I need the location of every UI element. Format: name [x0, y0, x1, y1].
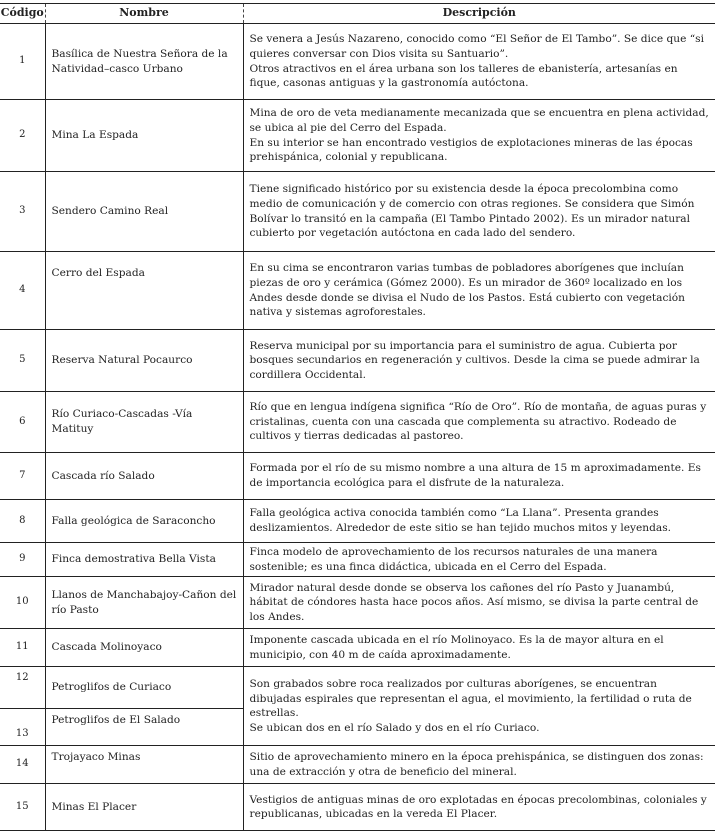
row-name: Cerro del Espada: [45, 252, 243, 330]
description-paragraph: En su interior se han encontrado vestigios de explotaciones mineras de las épocas prehispánica, colonial y republicana.: [249, 136, 693, 164]
description-paragraph: Sitio de aprovechamiento minero en la época prehispánica, se distinguen dos zonas: una de extracción y otra de beneficio del mineral.: [249, 751, 704, 778]
table-row: [0, 392, 715, 453]
row-name: Trojayaco Minas: [45, 746, 243, 784]
row-name: Petroglifos de Curiaco: [45, 667, 243, 709]
table-row: [0, 330, 715, 392]
row-code: 4: [0, 252, 45, 330]
row-description: [243, 252, 715, 330]
table-row: [0, 629, 715, 667]
row-code: 3: [0, 172, 45, 252]
description-paragraph: Falla geológica activa conocida también como “La Llana”. Presenta grandes deslizamientos. Alrededor de este sitio se han tejido muchos mitos y leyendas.: [249, 507, 672, 534]
row-code: 10: [0, 577, 45, 629]
row-description: [243, 784, 715, 831]
description-paragraph: Formada por el río de su mismo nombre a una altura de 15 m aproximadamente. Es de importancia ecológica para el disfrute de la naturaleza.: [249, 462, 701, 489]
row-code: 11: [0, 629, 45, 667]
row-code: 13: [0, 709, 45, 746]
description-paragraph: Reserva municipal por su importancia para el suministro de agua. Cubierta por bosques secundarios en regeneración y cultivos. Desde la cima se puede admirar la cordillera Occidental.: [249, 339, 700, 381]
row-code: 6: [0, 392, 45, 453]
row-description: [243, 577, 715, 629]
table-row: [0, 252, 715, 330]
row-description: [243, 330, 715, 392]
row-name: Cascada río Salado: [45, 453, 243, 500]
row-name: Mina La Espada: [45, 100, 243, 172]
row-description: [243, 629, 715, 667]
row-description: [243, 392, 715, 453]
description-paragraph: Otros atractivos en el área urbana son los talleres de ebanistería, artesanías en fique, casonas antiguas y la gastronomía autóctona.: [249, 62, 678, 90]
header-name: Nombre: [45, 4, 243, 24]
row-name: Llanos de Manchabajoy-Cañon del río Pasto: [45, 577, 243, 629]
table-row: [0, 577, 715, 629]
description-paragraph: Río que en lengua indígena significa “Río de Oro”. Río de montaña, de aguas puras y cristalinas, cuenta con una cascada que complementa su atractivo. Rodeado de cultivos y tierras dedicadas al pastoreo.: [249, 401, 707, 443]
row-code: 9: [0, 543, 45, 577]
description-paragraph: Finca modelo de aprovechamiento de los recursos naturales de una manera sostenible; es una finca didáctica, ubicada en el Cerro del Espada.: [249, 546, 658, 573]
table-row: [0, 746, 715, 784]
description-paragraph: Mina de oro de veta medianamente mecanizada que se encuentra en plena actividad, se ubica al pie del Cerro del Espada.: [249, 107, 709, 134]
header-description: Descripción: [243, 4, 715, 24]
row-code: 15: [0, 784, 45, 831]
row-description: [243, 453, 715, 500]
description-paragraph: Vestigios de antiguas minas de oro explotadas en épocas precolombinas, coloniales y republicanas, ubicadas en la vereda El Placer.: [249, 793, 707, 821]
row-name: Cascada Molinoyaco: [45, 629, 243, 667]
row-description: [243, 667, 715, 746]
row-name: Minas El Placer: [45, 784, 243, 831]
description-paragraph: Tiene significado histórico por su existencia desde la época precolombina como medio de comunicación y de comercio con otras regiones. Se considera que Simón Bolívar lo transitó en la campaña (El Tambo Pintado 2002). Es un mirador natural cubierto por vegetación autóctona en cada lado del sendero.: [249, 183, 695, 240]
row-description: [243, 746, 715, 784]
description-paragraph: En su cima se encontraron varias tumbas de pobladores aborígenes que incluían piezas de oro y cerámica (Gómez 2000). Es un mirador de 360º localizado en los Andes desde donde se divisa el Nudo de los Pastos. Está cubierto con vegetación nativa y sistemas agroforestales.: [249, 262, 685, 319]
table-row: [0, 543, 715, 577]
row-code: 1: [0, 24, 45, 100]
row-name: Reserva Natural Pocaurco: [45, 330, 243, 392]
table-row: [0, 172, 715, 252]
row-name: Falla geológica de Saraconcho: [45, 500, 243, 543]
description-paragraph: Imponente cascada ubicada en el río Molinoyaco. Es la de mayor altura en el municipio, con 40 m de caída aproximadamente.: [249, 634, 664, 661]
row-description: [243, 543, 715, 577]
row-name: Basílica de Nuestra Señora de la Natividad–casco Urbano: [45, 24, 243, 100]
table-row: [0, 24, 715, 100]
description-paragraph: Son grabados sobre roca realizados por culturas aborígenes, se encuentran dibujadas espirales que representan el agua, el movimiento, la fertilidad o ruta de estrellas.: [249, 678, 692, 720]
header-row: [0, 4, 715, 24]
table-row: [0, 453, 715, 500]
row-description: [243, 172, 715, 252]
row-description: [243, 500, 715, 543]
row-code: 7: [0, 453, 45, 500]
row-description: [243, 100, 715, 172]
table-row: [0, 500, 715, 543]
row-name: Sendero Camino Real: [45, 172, 243, 252]
row-name: Petroglifos de El Salado: [45, 709, 243, 746]
description-paragraph: Se ubican dos en el río Salado y dos en el río Curiaco.: [249, 721, 540, 734]
table-row: [0, 667, 715, 709]
description-paragraph: Mirador natural desde donde se observa los cañones del río Pasto y Juanambú, hábitat de cóndores hasta hace pocos años. Así mismo, se divisa la parte central de los Andes.: [249, 581, 699, 623]
row-code: 14: [0, 746, 45, 784]
header-code: Código: [0, 4, 45, 24]
row-code: 2: [0, 100, 45, 172]
row-code: 12: [0, 667, 45, 709]
row-description: [243, 24, 715, 100]
row-name: Río Curiaco-Cascadas -Vía Matituy: [45, 392, 243, 453]
table-row: [0, 100, 715, 172]
row-name: Finca demostrativa Bella Vista: [45, 543, 243, 577]
description-paragraph: Se venera a Jesús Nazareno, conocido como “El Señor de El Tambo”. Se dice que “si quieres conversar con Dios visita su Santuario”.: [249, 33, 704, 60]
row-code: 8: [0, 500, 45, 543]
row-code: 5: [0, 330, 45, 392]
attractions-table: [0, 3, 715, 831]
table-row: [0, 784, 715, 831]
